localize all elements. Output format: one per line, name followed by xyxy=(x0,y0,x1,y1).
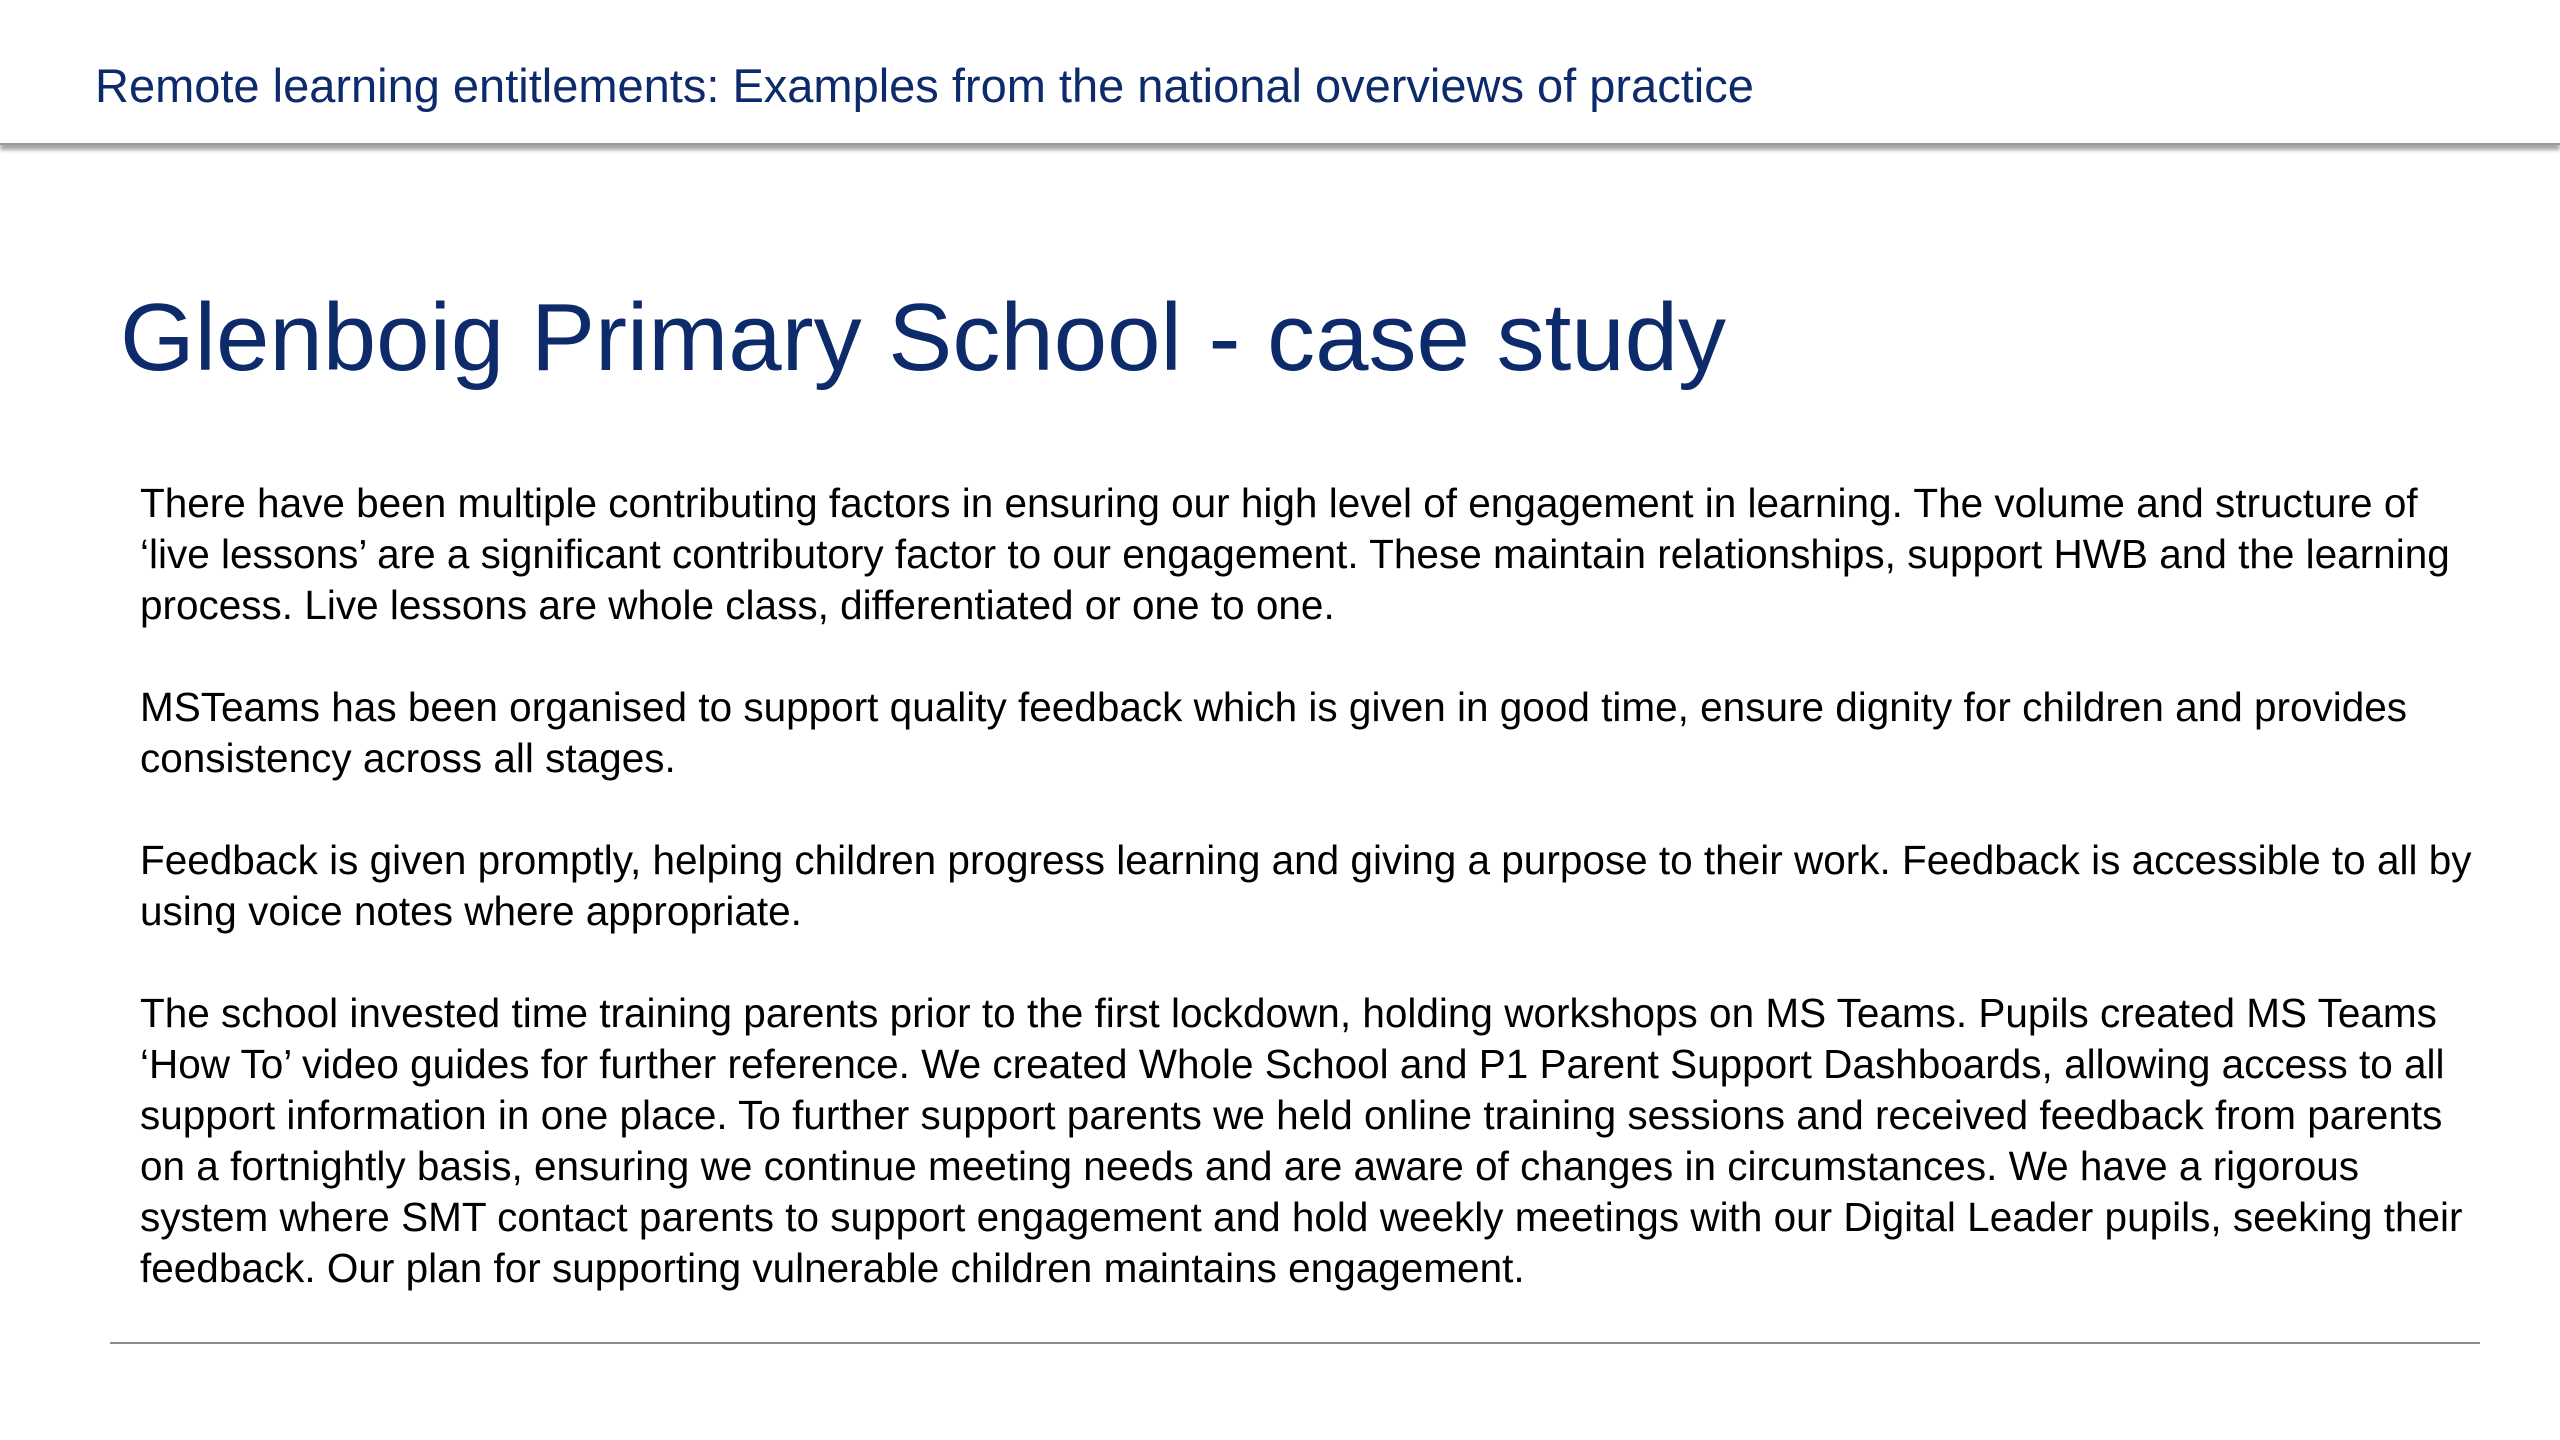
footer-divider xyxy=(110,1342,2480,1344)
header-bar xyxy=(0,0,2560,145)
page-title: Glenboig Primary School - case study xyxy=(120,284,1727,391)
paragraph-live-lessons: There have been multiple contributing factors in ensuring our high level of engagement in learning. The volume and structure of ‘live lessons’ are a significant contributory factor to our engagement. These maintain relationships, support HWB and the learning process. Live lessons are whole class, differentiated or one to one. xyxy=(140,480,2450,628)
paragraph-feedback-promptly: Feedback is given promptly, helping children progress learning and giving a purpose to their work. Feedback is accessible to all by using voice notes where appropriate. xyxy=(140,837,2472,934)
body-text xyxy=(140,478,2480,1294)
paragraph-parent-training: The school invested time training parents prior to the first lockdown, holding workshops on MS Teams. Pupils created MS Teams ‘How To’ video guides for further reference. We created Whole School and P1 Parent Support Dashboards, allowing access to all support information in one place. To further support parents we held online training sessions and received feedback from parents on a fortnightly basis, ensuring we continue meeting needs and are aware of changes in circumstances. We have a rigorous system where SMT contact parents to support engagement and hold weekly meetings with our Digital Leader pupils, seeking their feedback. Our plan for supporting vulnerable children maintains engagement. xyxy=(140,990,2463,1291)
header-title: Remote learning entitlements: Examples from the national overviews of practice xyxy=(95,59,1754,112)
paragraph-msteams-feedback: MSTeams has been organised to support quality feedback which is given in good time, ensure dignity for children and provides consistency across all stages. xyxy=(140,684,2408,781)
